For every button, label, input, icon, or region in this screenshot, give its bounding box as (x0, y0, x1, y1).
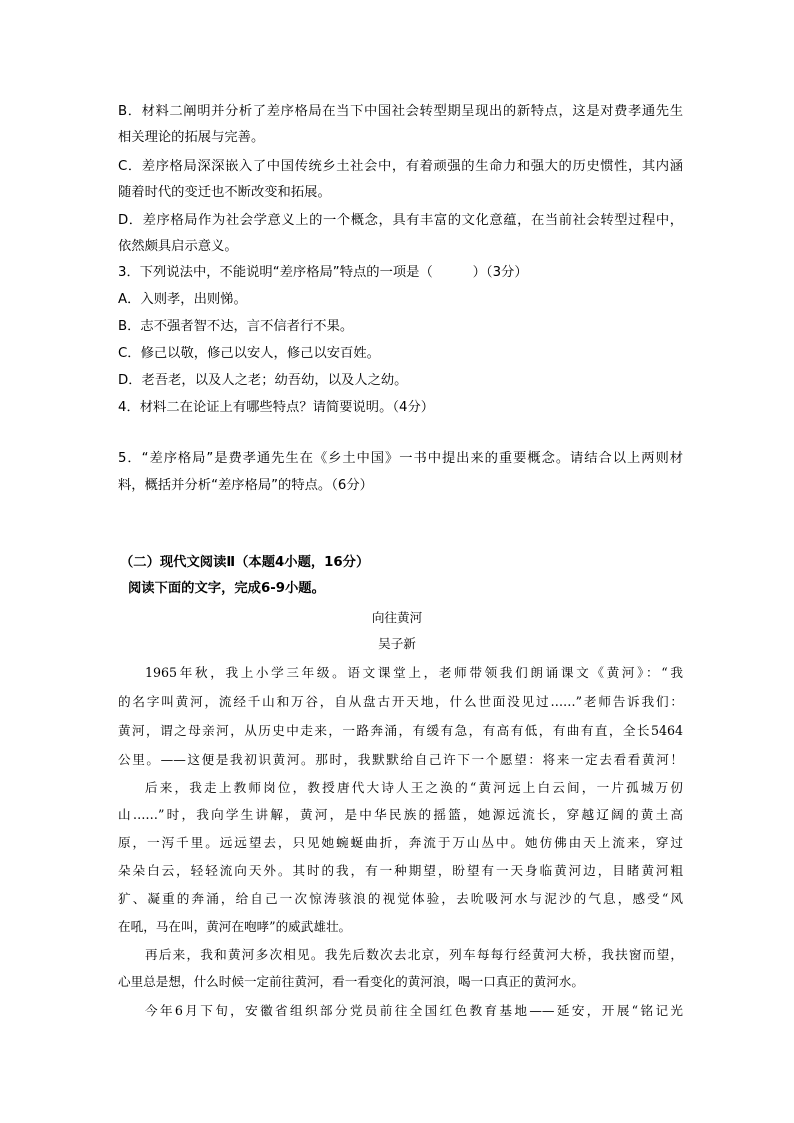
article-paragraph-2-line-6: 在吼，马在叫，黄河在咆哮”的威武雄壮。 (118, 919, 352, 934)
article-paragraph-2-line-5: 犷、凝重的奔涌，给自己一次惊涛骇浪的视觉体验，去吮吸河水与泥沙的气息，感受“风 (118, 891, 683, 906)
question-3-option-d: D．老吾老，以及人之老；幼吾幼，以及人之幼。 (118, 373, 408, 388)
article-paragraph-1-line-2: 的名字叫黄河，流经千山和万谷，自从盘古开天地，什么世面没见过……”老师告诉我们： (118, 694, 683, 709)
option-b-line-2: 相关理论的拓展与完善。 (118, 130, 265, 145)
question-3-stem: 3．下列说法中，不能说明“差序格局”特点的一项是（ ）（3分） (118, 265, 528, 280)
article-title: 向往黄河 (371, 610, 423, 625)
article-author: 吴子新 (378, 636, 416, 651)
article-paragraph-3-line-1: 再后来，我和黄河多次相见。我先后数次去北京，列车每每行经黄河大桥，我扶窗而望， (145, 947, 683, 962)
question-4-stem: 4．材料二在论证上有哪些特点？请简要说明。（4分） (118, 400, 435, 415)
article-paragraph-2-line-4: 朵朵白云，轻轻流向天外。其时的我，有一种期望，盼望有一天身临黄河边，目睹黄河粗 (118, 863, 683, 878)
article-paragraph-3-line-2: 心里总是想，什么时候一定前往黄河，看一看变化的黄河浪，喝一口真正的黄河水。 (118, 974, 584, 989)
section-instruction: 阅读下面的文字，完成6-9小题。 (128, 581, 325, 596)
option-b-line-1: B．材料二阐明并分析了差序格局在当下中国社会转型期呈现出的新特点，这是对费孝通先生 (118, 104, 683, 119)
question-3-option-c: C．修己以敬，修己以安人，修己以安百姓。 (118, 346, 380, 361)
article-paragraph-4-line-1: 今年6月下旬，安徽省组织部分党员前往全国红色教育基地——延安，开展“铭记光 (145, 1003, 683, 1018)
article-paragraph-2-line-3: 原，一泻千里。远远望去，只见她蜿蜒曲折，奔流于万山丛中。她仿佛由天上流来，穿过 (118, 835, 683, 850)
article-paragraph-2-line-2: 山……”时，我向学生讲解，黄河，是中华民族的摇篮，她源远流长，穿越辽阔的黄土高 (118, 807, 683, 822)
section-heading: （二）现代文阅读Ⅱ（本题4小题，16分） (120, 555, 370, 570)
article-paragraph-1-line-4: 公里。——这便是我初识黄河。那时，我默默给自己许下一个愿望：将来一定去看看黄河！ (118, 752, 683, 767)
option-d-line-2: 依然颇具启示意义。 (118, 239, 238, 254)
option-c-line-1: C．差序格局深深嵌入了中国传统乡土社会中，有着顽强的生命力和强大的历史惯性，其内涵 (118, 159, 683, 174)
article-paragraph-1-line-3: 黄河，谓之母亲河，从历史中走来，一路奔涌，有缓有急，有高有低，有曲有直，全长5464 (118, 723, 683, 738)
option-c-line-2: 随着时代的变迁也不断改变和拓展。 (118, 185, 331, 200)
question-3-option-a: A．入则孝，出则悌。 (118, 292, 247, 307)
question-3-option-b: B．志不强者智不达，言不信者行不果。 (118, 319, 354, 334)
question-5-line-2: 料，概括并分析“差序格局”的特点。（6分） (118, 478, 373, 493)
article-paragraph-2-line-1: 后来，我走上教师岗位，教授唐代大诗人王之涣的“黄河远上白云间，一片孤城万仞 (145, 780, 683, 795)
article-paragraph-1-line-1: 1965年秋，我上小学三年级。语文课堂上，老师带领我们朗诵课文《黄河》：“我 (145, 665, 683, 680)
option-d-line-1: D．差序格局作为社会学意义上的一个概念，具有丰富的文化意蕴，在当前社会转型过程中， (118, 213, 683, 228)
question-5-line-1: 5．“差序格局”是费孝通先生在《乡土中国》一书中提出来的重要概念。请结合以上两则材 (118, 451, 683, 466)
